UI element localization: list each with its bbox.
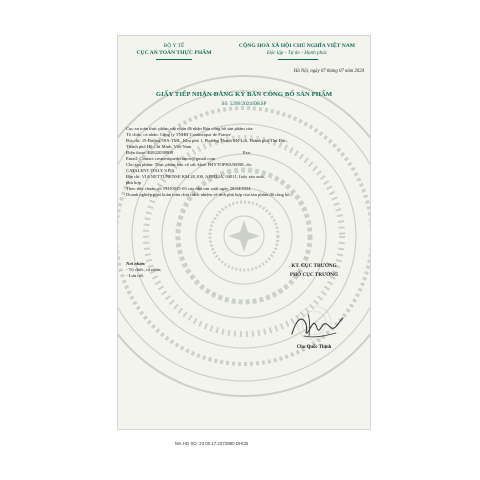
country-name: CỘNG HOÀ XÃ HỘI CHỦ NGHĨA VIỆT NAM [238,43,356,49]
certificate-document [117,35,371,430]
recipients-block [126,261,216,279]
fax-text: Fax: [242,150,252,155]
dossier-code: MA HO SO: 23.00.17.2372880.DHCB [175,441,249,446]
divider [278,59,318,60]
ministry-name: BỘ Y TẾ [163,43,185,49]
national-header [226,43,368,57]
standard-line: Theo tiêu chuẩn số: PH10035-03 của nhà sản xuất ngày 29/04/2024 [126,186,251,191]
intro-line: Cục an toàn thực phẩm xác nhận đã nhận Bản công bố sản phẩm của: [126,126,254,131]
recipients-heading: Nơi nhận: [126,261,146,266]
document-number: Số: 5298/2024/ĐKSP [221,101,267,107]
issue-date: Hà Nội, ngày 07 tháng 07 năm 2024 [293,69,364,74]
organization-line: Tổ chức, cá nhân: Công ty TNHH Cosmetique de France [126,132,231,137]
document-title: GIẤY TIẾP NHẬN ĐĂNG KÝ BẢN CÔNG BỐ SẢN PHẨM [155,91,333,98]
address-line: Thành phố Hồ Chí Minh, Việt Nam [126,144,192,149]
national-motto: Độc lập - Tự do - Hạnh phúc [266,50,328,56]
recipient-item: - Lưu trữ. [126,273,144,278]
manufacturer-address-line: Địa chỉ: VIA NETTUNENSE KM 20,100, APRILIA, 04011, Italy sản xuất, [126,174,265,179]
manufacturer-line: CATALENT ITALY S.P.A [126,168,175,173]
document-body [126,126,366,198]
divider [156,59,192,60]
signer-role: KT. CỤC TRƯỞNG [291,263,337,269]
issuer-header [124,43,224,57]
signature-block [264,262,364,280]
manufacturer-address-line: phù hợp [126,180,142,185]
agency-name: CỤC AN TOÀN THỰC PHẨM [136,50,212,56]
recipient-item: - Tổ chức, cá nhân; [126,267,162,272]
email-line: Email: Contact.cosmetiquedefrance@gmail.com [126,156,216,161]
phone-text: Điện thoại: 02822030808 [126,150,173,155]
signer-title: PHÓ CỤC TRƯỞNG [289,272,339,278]
address-line: Địa chỉ: 19 Đường 59A-TML, Khu phố 1, Phường Thạnh Mỹ Lợi, Thành phố Thủ Đức, [126,138,288,143]
product-line: Cho sản phẩm: Thực phẩm bảo vệ sức khỏe PHYTOPHANERE, do: [126,162,253,167]
responsibility-line: Doanh nghiệp phải hoàn toàn chịu trách nhiệm về tính phù hợp của sản phẩm đã công bố./. [126,192,294,197]
signer-name: Chu Quốc Thịnh [296,345,332,350]
handwritten-signature [286,306,348,346]
